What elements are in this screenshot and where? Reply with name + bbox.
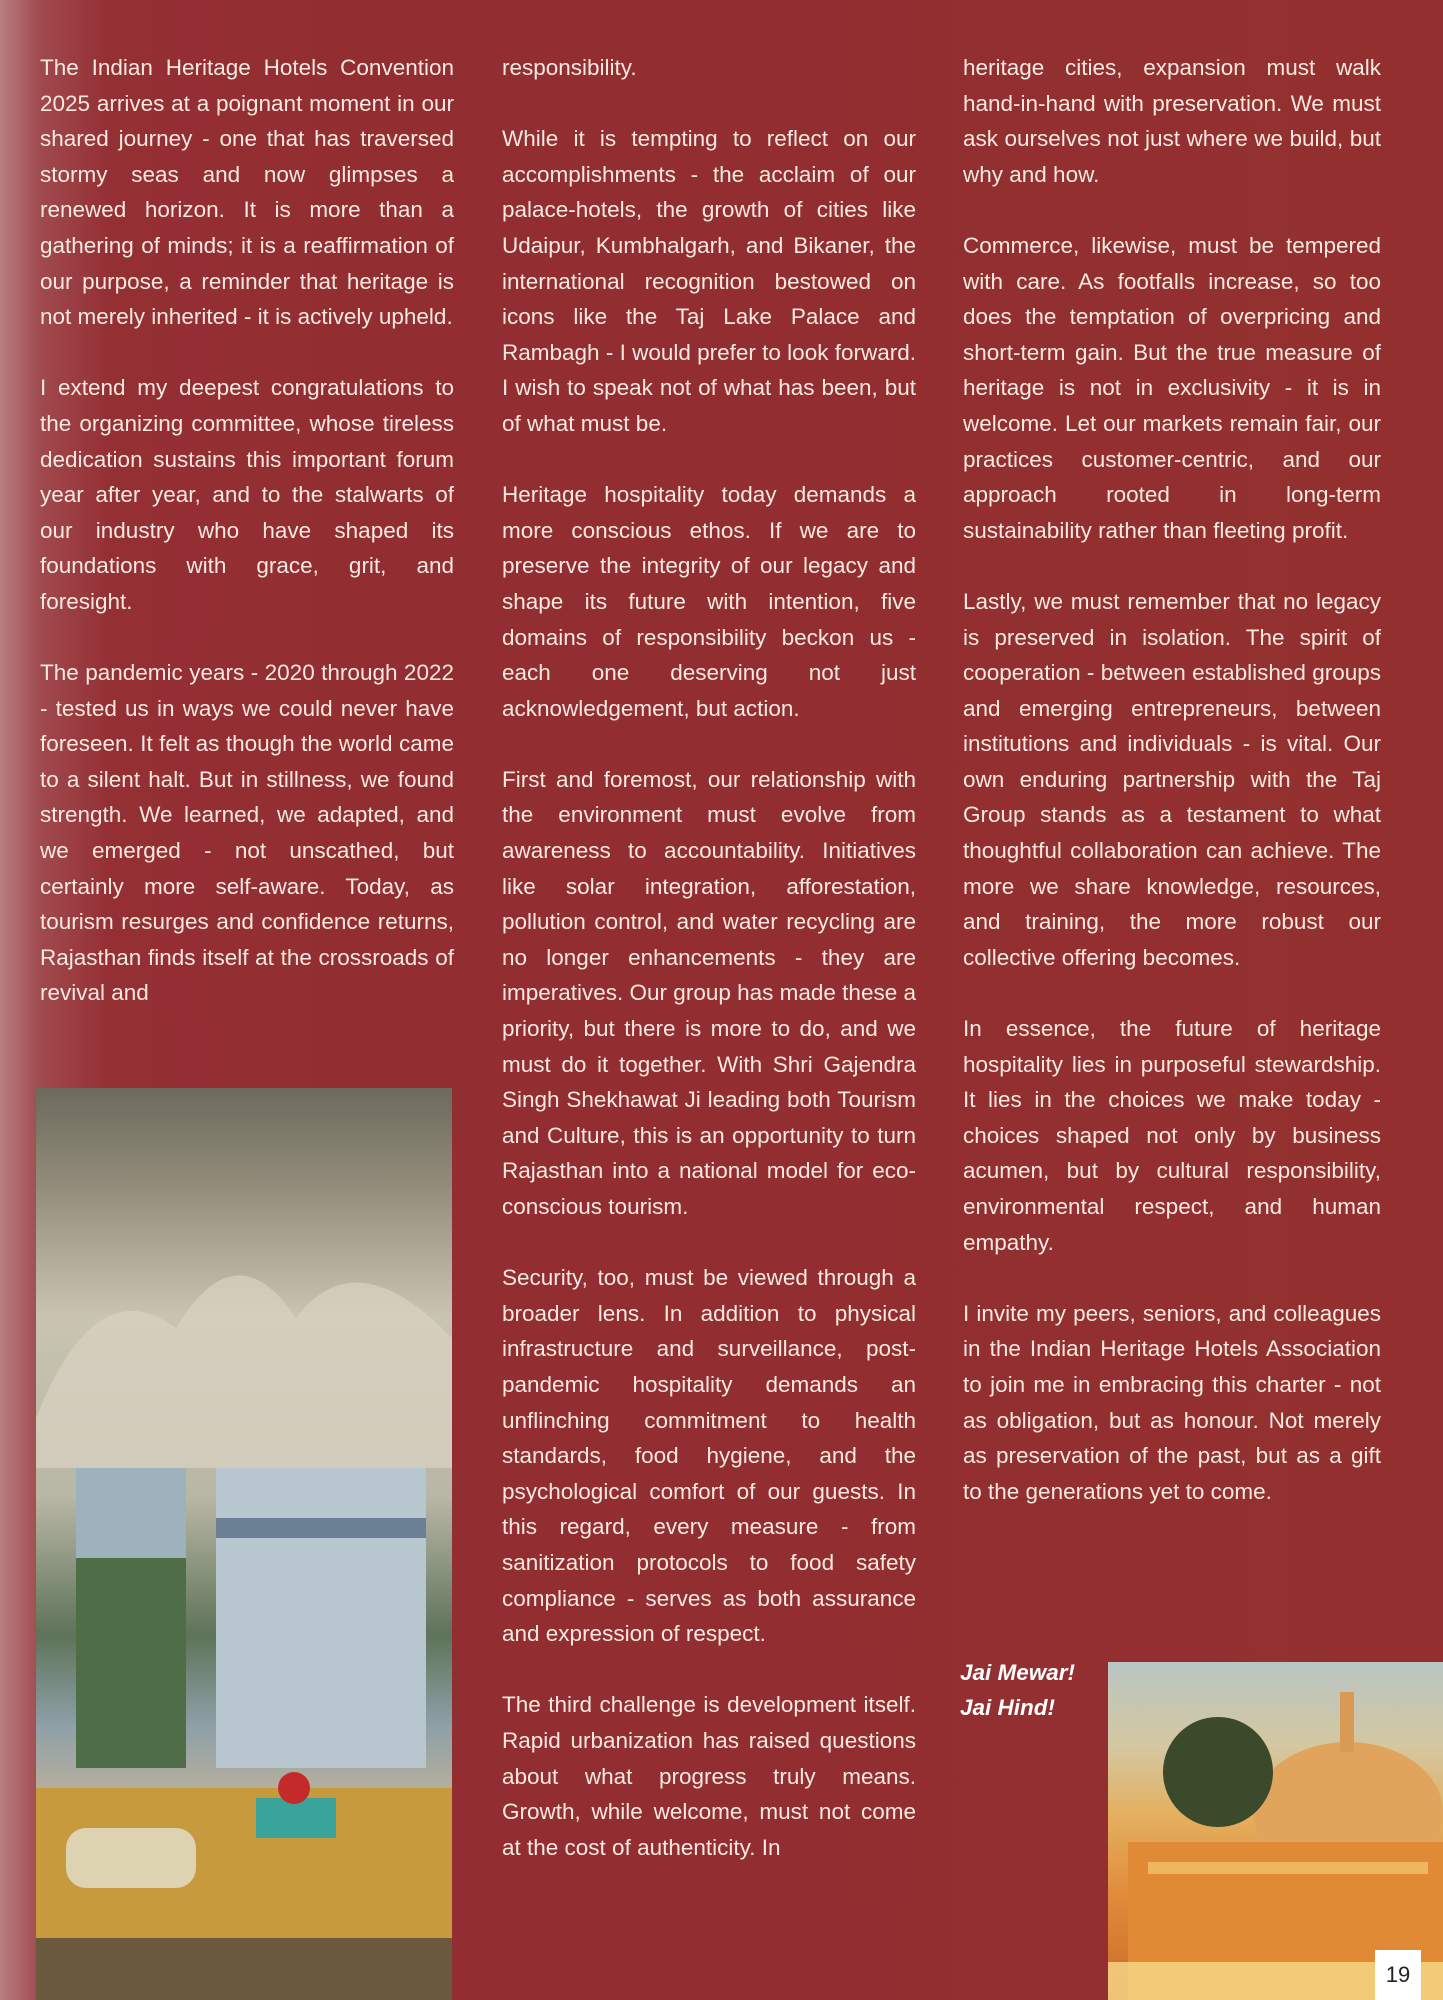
page-number: 19 [1375,1950,1421,2000]
paragraph: Security, too, must be viewed through a broader lens. In addition to physical infrastructure and surveillance, post-pandemic hospitality demands an unflinching commitment to health standards, food hygiene, and the psychological comfort of our guests. In this regard, every measure - from sanitization protocols to food safety compliance - serves as both assurance and expression of respect. [502,1265,916,1647]
paragraph: The Indian Heritage Hotels Convention 2025 arrives at a poignant moment in our shared journey - one that has traversed stormy seas and now glimpses a renewed horizon. It is more than a gathering of minds; it is a reaffirmation of our purpose, a reminder that heritage is not merely inherited - it is actively upheld. [40,55,454,330]
paragraph: I extend my deepest congratulations to the organizing committee, whose tireless dedication sustains this important forum year after year, and to the stalwarts of our industry who have shaped its foundations with grace, grit, and foresight. [40,375,454,614]
paragraph: Heritage hospitality today demands a more conscious ethos. If we are to preserve the integrity of our legacy and shape its future with intention, five domains of responsibility beckon us - each one deserving not just acknowledgement, but action. [502,482,916,721]
paragraph: In essence, the future of heritage hospitality lies in purposeful stewardship. It lies in the choices we make today - choices shaped not only by business acumen, but by cultural responsibility, environmental respect, and human empathy. [963,1016,1381,1255]
text-column-2 [502,50,916,1901]
paragraph: Commerce, likewise, must be tempered with care. As footfalls increase, so too does the temptation of overpricing and short-term gain. But the true measure of heritage is not in exclusivity - it is in welcome. Let our markets remain fair, our practices customer-centric, and our approach rooted in long-term sustainability rather than fleeting profit. [963,232,1381,543]
text-column-3 [963,50,1381,1545]
paragraph: responsibility. [502,55,637,80]
text-column-1 [40,50,454,1047]
paragraph: The third challenge is development itself. Rapid urbanization has raised questions about what progress truly means. Growth, while welcome, must not come at the cost of authenticity. In [502,1692,916,1860]
paragraph: First and foremost, our relationship with the environment must evolve from awareness to accountability. Initiatives like solar integration, afforestation, pollution control, and water recycling are no longer enhancements - they are imperatives. Our group has made these a priority, but there is more to do, and we must do it together. With Shri Gajendra Singh Shekhawat Ji leading both Tourism and Culture, this is an opportunity to turn Rajasthan into a national model for eco-conscious tourism. [502,766,916,1219]
palace-window-photo [36,1088,452,2000]
signoff-line: Jai Mewar! [960,1660,1076,1685]
window-illustration [36,1088,452,2000]
paragraph: While it is tempting to reflect on our accomplishments - the acclaim of our palace-hotels, the growth of cities like Udaipur, Kumbhalgarh, and Bikaner, the international recognition bestowed on icons like the Taj Lake Palace and Rambagh - I would prefer to look forward. I wish to speak not of what has been, but of what must be. [502,126,916,436]
signoff [960,1655,1075,1725]
paragraph: heritage cities, expansion must walk hand-in-hand with preservation. We must ask ourselves not just where we build, but why and how. [963,55,1381,187]
paragraph: Lastly, we must remember that no legacy is preserved in isolation. The spirit of cooperation - between established groups and emerging entrepreneurs, between institutions and individuals - is vital. Our own enduring partnership with the Taj Group stands as a testament to what thoughtful collaboration can achieve. The more we share knowledge, resources, and training, the more robust our collective offering becomes. [963,588,1381,970]
signoff-line: Jai Hind! [960,1695,1056,1720]
paragraph: The pandemic years - 2020 through 2022 - tested us in ways we could never have foreseen. It felt as though the world came to a silent halt. But in stillness, we found strength. We learned, we adapted, and we emerged - not unscathed, but certainly more self-aware. Today, as tourism resurges and confidence returns, Rajasthan finds itself at the crossroads of revival and [40,660,454,1006]
paragraph: I invite my peers, seniors, and colleagues in the Indian Heritage Hotels Association to join me in embracing this charter - not as obligation, but as honour. Not merely as preservation of the past, but as a gift to the generations yet to come. [963,1300,1381,1504]
